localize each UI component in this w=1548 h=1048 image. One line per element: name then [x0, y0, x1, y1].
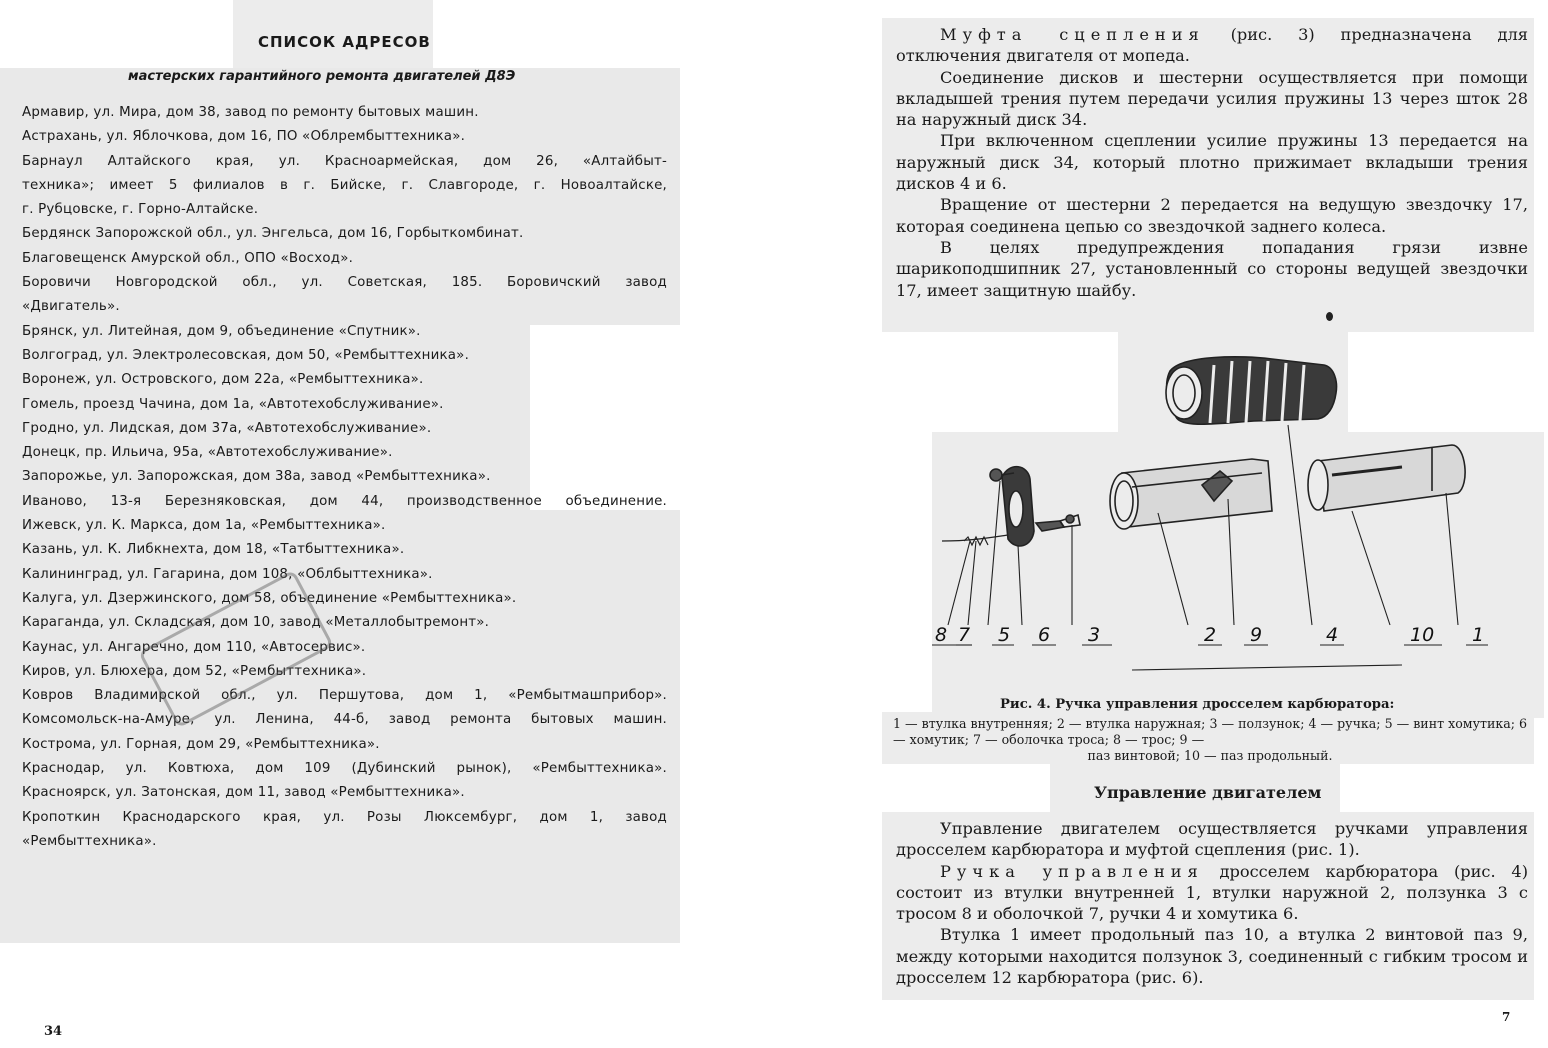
- caption-legend-end: паз винтовой; 10 — паз продольный.: [1087, 748, 1333, 763]
- address-line: Калуга, ул. Дзержинского, дом 58, объединение «Рембыттехника».: [22, 590, 517, 606]
- address-line: «Рембыттехника».: [22, 833, 157, 849]
- address-line: Кострома, ул. Горная, дом 29, «Рембыттехника».: [22, 736, 380, 752]
- figure-label: 5: [998, 624, 1011, 646]
- address-line: «Двигатель».: [22, 299, 120, 315]
- engine-control-text-block: [896, 818, 1528, 988]
- address-line: Караганда, ул. Складская, дом 10, завод «Металлобытремонт».: [22, 615, 490, 631]
- address-line: Армавир, ул. Мира, дом 38, завод по ремонту бытовых машин.: [22, 105, 479, 120]
- clutch-text-block: [896, 24, 1528, 301]
- handle-term: Ручка управления: [940, 861, 1204, 881]
- figure-caption-title: Рис. 4. Ручка управления дросселем карбюратора:: [1000, 697, 1395, 712]
- left-page-number: 34: [44, 1024, 63, 1039]
- figure-labels: [935, 624, 1484, 646]
- figure-label: 8: [935, 624, 948, 646]
- paragraph: Соединение дисков и шестерни осуществляется при помощи вкладышей трения путем передачи усилия пружины 13 через шток 28 на наружный диск 34.: [896, 67, 1528, 130]
- figure-label: 3: [1088, 624, 1101, 646]
- address-line: Астрахань, ул. Яблочкова, дом 16, ПО «Облрембыттехника».: [22, 129, 466, 145]
- paragraph-text: дросселем карбюратора (рис. 4) состоит из втулки внутренней 1, втулки наружной 2, ползунка 3 с тросом 8 и оболочкой 7, ручки 4 и хомутика 6.: [896, 861, 1529, 924]
- address-line: Боровичи Новгородской обл., ул. Советская, 185. Боровичский завод: [22, 275, 667, 291]
- figure-label: 2: [1204, 624, 1217, 646]
- address-line: Казань, ул. К. Либкнехта, дом 18, «Татбыттехника».: [22, 542, 405, 558]
- clamp-and-cable-drawing: [942, 467, 1080, 546]
- address-line: Комсомольск-на-Амуре, ул. Ленина, 44-б, завод ремонта бытовых машин.: [22, 712, 667, 728]
- figure-label: 9: [1250, 624, 1263, 646]
- address-line: Благовещенск Амурской обл., ОПО «Восход».: [22, 250, 354, 266]
- address-line: Донецк, пр. Ильича, 95а, «Автотехобслуживание».: [22, 445, 393, 461]
- address-line: Гомель, проезд Чачина, дом 1а, «Автотехобслуживание».: [22, 396, 444, 412]
- figure-caption-legend: [893, 716, 1527, 764]
- section-heading: Управление двигателем: [1094, 783, 1322, 802]
- address-line: Иваново, 13-я Березняковская, дом 44, производственное объединение.: [22, 493, 667, 509]
- inner-sleeve-drawing: [1308, 445, 1465, 511]
- paragraph: В целях предупреждения попадания грязи извне шарикоподшипник 27, установленный со стороны ведущей звездочки 17, имеет защитную шайбу.: [896, 237, 1528, 300]
- address-list-title: СПИСОК АДРЕСОВ: [258, 33, 431, 51]
- address-line: Брянск, ул. Литейная, дом 9, объединение «Спутник».: [22, 323, 421, 339]
- figure-label: 10: [1410, 624, 1435, 646]
- address-line: Краснодар, ул. Ковтюха, дом 109 (Дубинский рынок), «Рембыттехника».: [22, 761, 667, 777]
- address-line: Калининград, ул. Гагарина, дом 108, «Облбыттехника».: [22, 566, 433, 582]
- address-line: Запорожье, ул. Запорожская, дом 38а, завод «Рембыттехника».: [22, 469, 491, 485]
- address-line: Кропоткин Краснодарского края, ул. Розы Люксембург, дом 1, завод: [22, 809, 667, 825]
- address-line: г. Рубцовске, г. Горно-Алтайске.: [22, 202, 259, 218]
- address-line: Волгоград, ул. Электролесовская, дом 50, «Рембыттехника».: [22, 347, 470, 363]
- address-line: Барнаул Алтайского края, ул. Красноармейская, дом 26, «Алтайбыт-: [22, 153, 667, 169]
- address-line: Ижевск, ул. К. Маркса, дом 1а, «Рембыттехника».: [22, 518, 386, 534]
- outer-sleeve-drawing: [1110, 459, 1272, 529]
- print-speck: [1326, 312, 1333, 321]
- figure-label: 7: [958, 624, 971, 646]
- address-line: Киров, ул. Блюхера, дом 52, «Рембыттехника».: [22, 663, 367, 679]
- address-line: Ковров Владимирской обл., ул. Першутова, дом 1, «Рембытмашприбор».: [22, 688, 667, 704]
- figure-label: 4: [1326, 624, 1339, 646]
- paragraph: При включенном сцеплении усилие пружины 13 передается на наружный диск 34, который плотно прижимает вкладыши трения дисков 4 и 6.: [896, 131, 1528, 194]
- address-list: [22, 101, 667, 854]
- address-line: техника»; имеет 5 филиалов в г. Бийске, г. Славгороде, г. Новоалтайске,: [22, 177, 667, 193]
- paragraph: Втулка 1 имеет продольный паз 10, а втулка 2 винтовой паз 9, между которыми находится ползунок 3, соединенный с гибким тросом и дросселем 12 карбюратора (рис. 6).: [896, 925, 1528, 988]
- paragraph-text: (рис. 3) предназначена для отключения двигателя от мопеда.: [896, 25, 1528, 66]
- grip-drawing: [1166, 357, 1337, 424]
- clutch-term: Муфта сцепления: [940, 25, 1205, 44]
- figure-label: 6: [1038, 624, 1051, 646]
- address-line: Гродно, ул. Лидская, дом 37а, «Автотехобслуживание».: [22, 420, 432, 436]
- address-line: Красноярск, ул. Затонская, дом 11, завод «Рембыттехника».: [22, 785, 465, 801]
- caption-legend-text: 1 — втулка внутренняя; 2 — втулка наружная; 3 — ползунок; 4 — ручка; 5 — винт хомутика; 6 — хомутик; 7 — оболочка троса; 8 — трос; 9 —: [893, 716, 1527, 747]
- address-line: Каунас, ул. Ангаречно, дом 110, «Автосервис».: [22, 639, 366, 655]
- paragraph-handle: [896, 861, 1528, 925]
- paragraph: Вращение от шестерни 2 передается на ведущую звездочку 17, которая соединена цепью со звездочкой заднего колеса.: [896, 195, 1528, 236]
- paragraph-clutch: [896, 24, 1528, 67]
- right-page-number: 7: [1502, 1010, 1511, 1024]
- address-list-subtitle: мастерских гарантийного ремонта двигателей Д8Э: [128, 69, 516, 84]
- address-line: Бердянск Запорожской обл., ул. Энгельса, дом 16, Горбыткомбинат.: [22, 226, 524, 242]
- address-line: Воронеж, ул. Островского, дом 22а, «Рембыттехника».: [22, 372, 424, 388]
- figure-label: 1: [1472, 624, 1485, 646]
- paragraph: Управление двигателем осуществляется ручками управления дросселем карбюратора и муфтой сцепления (рис. 1).: [896, 819, 1528, 860]
